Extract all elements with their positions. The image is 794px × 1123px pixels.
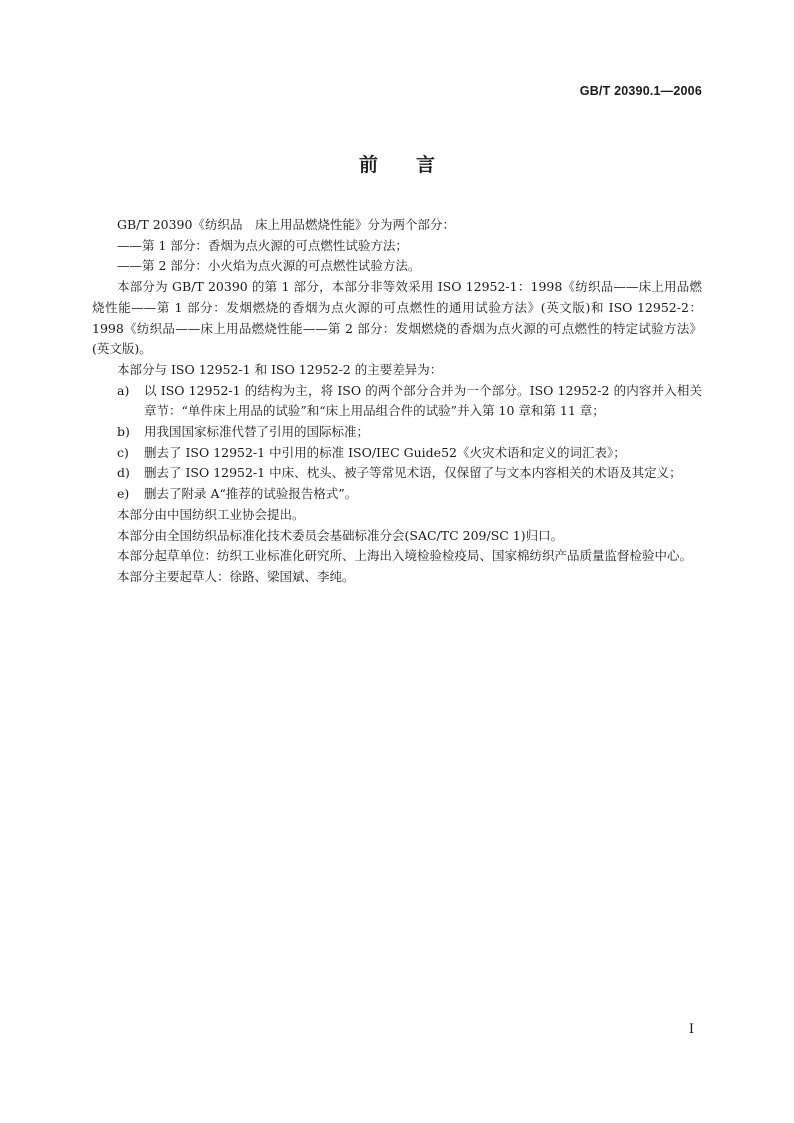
difference-item-d	[92, 463, 702, 484]
list-marker: b)	[117, 424, 130, 440]
list-item-text: 删去了附录 A“推荐的试验报告格式”。	[144, 486, 358, 502]
list-marker: a)	[117, 382, 130, 398]
list-item-text: 以 ISO 12952-1 的结构为主，将 ISO 的两个部分合并为一个部分。ISO 12952-2 的内容并入相关章节：“单件床上用品的试验”和“床上用品组合件的试验”并入第 10 章和第 11 章；	[144, 382, 702, 419]
list-marker: d)	[117, 465, 130, 481]
part-2-line: ——第 2 部分：小火焰为点火源的可点燃性试验方法。	[117, 258, 421, 274]
intro-paragraph: GB/T 20390《纺织品 床上用品燃烧性能》分为两个部分：	[117, 217, 455, 232]
title-char-1: 前	[358, 154, 378, 176]
proposer-paragraph: 本部分由中国纺织工业协会提出。	[117, 506, 305, 522]
difference-item-c	[92, 443, 702, 464]
differences-intro: 本部分与 ISO 12952-1 和 ISO 12952-2 的主要差异为：	[117, 361, 443, 377]
drafting-units-paragraph: 本部分起草单位：纺织工业标准化研究所、上海出入境检验检疫局、国家棉纺织产品质量监督检验中心。	[117, 548, 693, 564]
committee-paragraph: 本部分由全国纺织品标准化技术委员会基础标准分会(SAC/TC 209/SC 1)归口。	[117, 527, 564, 543]
page-number: I	[688, 1022, 694, 1037]
part-1-line: ——第 1 部分：香烟为点火源的可点燃性试验方法；	[117, 237, 408, 253]
title-char-2: 言	[416, 154, 436, 176]
difference-item-b	[92, 422, 702, 443]
list-marker: c)	[117, 444, 129, 460]
standard-code: GB/T 20390.1—2006	[579, 84, 702, 98]
difference-item-e	[92, 484, 702, 505]
drafters-paragraph: 本部分主要起草人：徐路、梁国斌、李纯。	[117, 568, 355, 584]
list-item-text: 删去了 ISO 12952-1 中床、枕头、被子等常见术语，仅保留了与文本内容相关的术语及其定义；	[144, 465, 682, 481]
list-marker: e)	[117, 486, 130, 502]
list-item-text: 用我国国家标准代替了引用的国际标准；	[144, 424, 370, 440]
difference-item-a	[92, 381, 702, 422]
page-title	[0, 150, 794, 177]
adoption-paragraph: 本部分为 GB/T 20390 的第 1 部分，本部分非等效采用 ISO 12952-1：1998《纺织品——床上用品燃烧性能——第 1 部分：发烟燃烧的香烟为点火源的可点燃性的通用试验方法》(英文版)和 ISO 12952-2：1998《纺织品——床上用品燃烧性能——第 2 部分：发烟燃烧的香烟为点火源的可点燃性的特定试验方法》(英文版)。	[92, 279, 702, 357]
list-item-text: 删去了 ISO 12952-1 中引用的标准 ISO/IEC Guide52《火灾术语和定义的词汇表》；	[144, 444, 626, 460]
foreword-body	[92, 215, 702, 588]
